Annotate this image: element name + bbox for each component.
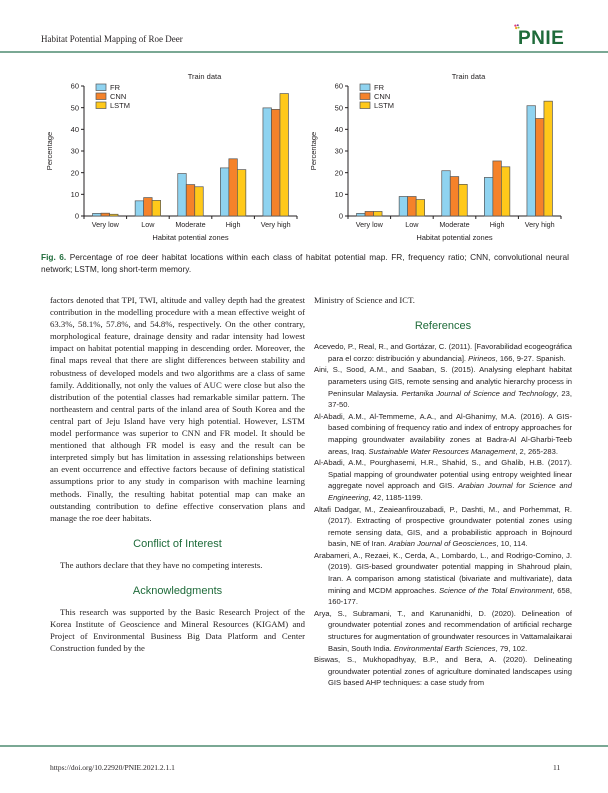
reference-item [314,608,572,654]
legend-label: LSTM [110,101,131,110]
body-paragraph: factors denoted that TPI, TWI, altitude and valley depth had the greatest contribution in the modelling procedure with a mean effective weight of 63.3%, 58.1%, 57.8%, and 54.8%, respectively. On the other contrary, morphological feature, drainage density and radar intensity had lowest impact on habitat potential mapping in descending order. Moreover, the final maps reveal that there are slight differences between stability and robustness of developed models and two algorithms are a class of same family. Additionally, not only the values of AUC were close but also the distribution of the potential classes had remarkable similar pattern. The northeastern and central parts of the inland area of South Korea and the central part of Jeju Island have very high potential. However, LSTM model performance was superior to CNN and FR model. It should be mentioned that although FR model is easy and the result can be interpreted simply but has limitation in assessing relationships between an event occurrence and effective factors because of defining statistical assumptions prior to any study in comparison with machine learning methods. Finally, the resulting habitat potential map can make an outstanding contribution to define effective conservation plans and manage the roe deer habitats. [50,295,305,523]
bar-cnn [101,213,110,216]
x-tick-label: Very low [355,220,383,229]
reference-details: , 79, 102. [495,643,528,653]
y-tick-label: 20 [70,168,79,178]
bar-lstm [237,170,246,216]
acknowledgments-text: This research was supported by the Basic Research Project of the Korea Institute of Geoscience and Mineral Resources (KIGAM) and Project of Environmental Business Big Data Platform and Center Construction funded by the [50,607,305,654]
bar-cnn [144,198,153,216]
legend-swatch [360,102,370,109]
reference-text: Arya, S., Subramani, T., and Karunanidhi, D. (2020). Delineation of groundwater potential zones and recommendation of artificial recharge structures for augmentation of groundwater resources in Vattamalaikarai Basin, South India. [314,608,572,653]
bar-fr [220,168,229,216]
conflict-text: The authors declare that they have no competing interests. [60,559,263,570]
reference-item [314,457,572,503]
reference-journal: Pirineos [468,353,496,363]
bar-cnn [408,197,417,217]
x-tick-label: High [489,220,505,229]
y-tick-label: 10 [334,189,343,199]
x-tick-label: Moderate [439,220,470,229]
running-head: Habitat Potential Mapping of Roe Deer [41,34,183,44]
bar-cnn [271,109,280,216]
bar-cnn [229,159,238,216]
y-tick-label: 40 [334,124,343,134]
reference-journal: Sustainable Water Resources Management [368,446,516,456]
y-tick-label: 20 [334,168,343,178]
x-tick-label: High [225,220,241,229]
reference-text: Aini, S., Sood, A.M., and Saaban, S. (2015). Analysing elephant habitat parameters using GIS, remote sensing and analytic hierarchy process in Peninsular Malaysia. [314,365,572,398]
reference-details: , 2, 265-283. [515,446,558,456]
y-tick-label: 30 [70,146,79,156]
reference-text: Altafi Dadgar, M., Zeaieanfirouzabadi, P., Dashti, M., and Porhemmat, R. (2017). Extracting of prospective groundwater potential zones using remote sensing data, GIS, and a probabilistic approach in Bojnourd basin, NE of Iran. [314,504,572,549]
bar-chart-left [42,68,307,248]
legend-swatch [360,93,370,100]
acknowledgments-continued: Ministry of Science and ICT. [314,295,415,305]
bar-cnn [365,211,374,216]
y-tick-label: 50 [334,103,343,113]
bar-fr [178,174,187,216]
journal-logo [510,24,570,52]
legend-swatch [96,84,106,91]
bar-lstm [544,101,553,216]
legend-label: CNN [374,92,391,101]
chart-title: Train data [451,72,486,81]
x-tick-label: Very high [524,220,555,229]
x-tick-label: Very high [260,220,291,229]
bar-lstm [152,200,161,216]
reference-journal: Pertanika Journal of Science and Technology [401,388,557,398]
bar-fr [263,108,272,216]
y-tick-label: 60 [334,81,343,91]
bar-fr [442,171,451,216]
figure-label: Fig. 6. [41,252,67,262]
left-column [50,294,305,654]
bar-fr [399,197,408,217]
reference-details: , 10, 114. [496,539,528,549]
bar-cnn [450,177,459,216]
reference-item [314,341,572,364]
reference-item [314,550,572,608]
legend-swatch [360,84,370,91]
chart-canvas [42,68,307,248]
legend-label: LSTM [374,101,395,110]
right-column [314,294,572,689]
reference-details: , 42, 1185-1199. [368,492,423,502]
bar-lstm [501,167,510,216]
y-tick-label: 60 [70,81,79,91]
chart-canvas [306,68,571,248]
legend-label: CNN [110,92,127,101]
x-tick-label: Low [405,220,419,229]
bar-lstm [459,184,468,216]
x-axis-label: Habitat potential zones [152,233,229,242]
y-tick-label: 0 [338,211,343,221]
x-axis-label: Habitat potential zones [416,233,493,242]
bar-cnn [493,161,502,216]
y-tick-label: 0 [74,211,79,221]
reference-item [314,364,572,410]
reference-text: Al-Abadi, A.M., Pourghasemi, H.R., Shahid, S., and Ghalib, H.B. (2017). Spatial mapping of groundwater potential using entropy weighted linear aggregate novel approach and GIS. [314,458,572,491]
x-tick-label: Moderate [175,220,206,229]
reference-journal: Environmental Earth Sciences [393,643,496,653]
bar-lstm [110,214,119,216]
bar-lstm [195,187,204,216]
y-axis-label: Percentage [45,131,54,171]
conflict-heading: Conflict of Interest [133,537,222,550]
caption-text: Percentage of roe deer habitat locations within each class of habitat potential map. FR, frequency ratio; CNN, convolutional neural network; LSTM, long short-term memory. [41,252,569,274]
page-number: 11 [553,763,561,772]
reference-journal: Arabian Journal of Geosciences [388,539,497,549]
doi-link[interactable]: https://doi.org/10.22920/PNIE.2021.2.1.1 [50,763,175,772]
reference-item [314,411,572,457]
x-tick-label: Low [141,220,155,229]
header-rule [0,51,608,53]
footer-rule [0,745,608,747]
bar-fr [527,106,536,216]
bar-cnn [535,119,544,217]
bar-fr [484,177,493,216]
bar-lstm [416,200,425,216]
reference-text: Acevedo, P., Real, R., and Gortázar, C. (2011). [Favorabilidad ecogeográfica para el corzo: distribución y abundancia]. [314,342,572,363]
reference-journal: Arabian Journal for Science and Engineering [328,481,572,502]
x-tick-label: Very low [91,220,119,229]
reference-details: , 23, 37-50. [328,388,572,410]
reference-item [314,504,572,550]
reference-journal: Science of the Total Environment [439,585,553,595]
bar-fr [93,213,102,216]
chart-title: Train data [187,72,222,81]
legend-label: FR [374,83,384,92]
acknowledgments-heading: Acknowledgments [132,584,223,597]
reference-details: , 658, 160-177. [328,585,572,607]
figure-caption [41,251,569,275]
reference-item [314,654,572,689]
y-tick-label: 30 [334,146,343,156]
y-tick-label: 10 [70,189,79,199]
legend-swatch [96,102,106,109]
bar-fr [135,201,144,216]
logo-text: PNIE [518,28,565,49]
reference-details: , 166, 9-27. Spanish. [495,353,566,363]
legend-label: FR [110,83,120,92]
references-heading: References [414,320,472,333]
bar-lstm [374,211,383,216]
y-tick-label: 40 [70,124,79,134]
bar-chart-right [306,68,571,248]
bar-cnn [186,185,195,216]
reference-text: Arabameri, A., Rezaei, K., Cerda, A., Lombardo, L., and Rodrigo-Comino, J. (2019). GIS-based groundwater potential mapping in Shahroud plain, Iran. A comparison among statistical (bivariate and multivariate), data mining and MCDM approaches. [314,550,572,595]
y-axis-label: Percentage [309,131,318,171]
y-tick-label: 50 [70,103,79,113]
reference-list [314,341,572,689]
reference-text: Biswas, S., Mukhopadhyay, B.P., and Bera, A. (2020). Delineating groundwater potential zones of agriculture dominated landscapes using GIS based AHP techniques: a case study from [314,655,572,688]
reference-text: Al-Abadi, A.M., Al-Temmeme, A.A., and Al-Ghanimy, M.A. (2016). A GIS-based combining of frequency ratio and index of entropy approaches for mapping groundwater availability zones at Badra-Al Al-Gharbi-Teeb areas, Iraq. [314,411,572,456]
bar-fr [357,213,366,216]
legend-swatch [96,93,106,100]
bar-lstm [280,94,289,216]
